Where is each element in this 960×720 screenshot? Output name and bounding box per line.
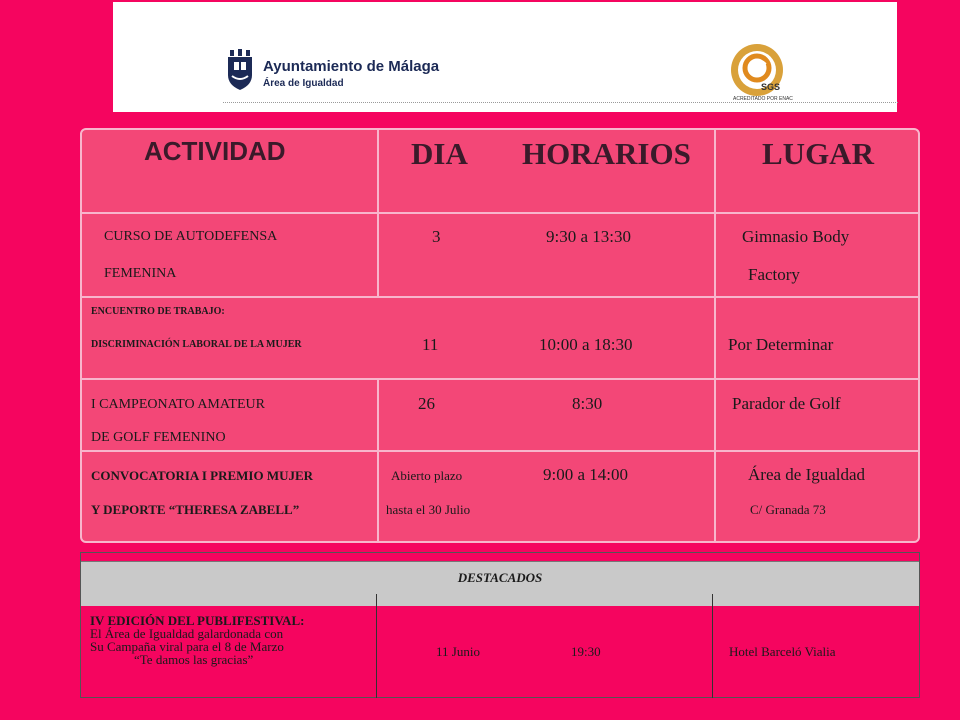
- header-divider: [223, 102, 898, 103]
- destacado-date: 11 Junio: [436, 644, 480, 659]
- row-divider: [82, 450, 918, 452]
- row4-day-line2: hasta el 30 Julio: [386, 502, 471, 517]
- destacado-line: El Área de Igualdad galardonada con: [90, 626, 284, 641]
- destacados-subheader: [81, 594, 919, 606]
- col-header-lugar: LUGAR: [762, 136, 874, 171]
- column-divider: [377, 130, 379, 296]
- org-name: Ayuntamiento de Málaga: [263, 58, 440, 75]
- row1-time: 9:30 a 13:30: [546, 227, 631, 246]
- destacado-title-line: IV EDICIÓN DEL PUBLIFESTIVAL:: [90, 613, 305, 628]
- row3-day: 26: [418, 394, 435, 413]
- sgs-label: SGS: [761, 82, 781, 92]
- row4-activity-line2: Y DEPORTE “THERESA ZABELL”: [91, 502, 300, 517]
- row2-day: 11: [422, 335, 439, 354]
- row-divider: [82, 212, 918, 214]
- row3-place: Parador de Golf: [732, 394, 841, 413]
- column-divider: [714, 130, 716, 543]
- row-divider: [82, 378, 918, 380]
- row2-activity-line1: ENCUENTRO DE TRABAJO:: [91, 306, 225, 317]
- row3-activity-line2: DE GOLF FEMENINO: [91, 430, 226, 445]
- destacados-title: DESTACADOS: [457, 570, 543, 585]
- row4-activity-line1: CONVOCATORIA I PREMIO MUJER: [91, 468, 314, 483]
- row4-place-line2: C/ Granada 73: [750, 502, 826, 517]
- row1-place-line2: Factory: [748, 265, 800, 284]
- row-divider: [82, 296, 918, 298]
- destacado-place: Hotel Barceló Vialia: [729, 644, 836, 659]
- col-header-horarios: HORARIOS: [522, 136, 691, 171]
- destacado-line: Su Campaña viral para el 8 de Marzo: [90, 639, 284, 654]
- column-divider: [376, 594, 377, 698]
- malaga-shield-icon: [225, 49, 255, 91]
- column-divider: [712, 594, 713, 698]
- org-subtitle: Área de Igualdad: [263, 78, 344, 89]
- row4-day-line1: Abierto plazo: [391, 468, 463, 483]
- destacado-time: 19:30: [571, 644, 601, 659]
- destacados-header: [81, 561, 919, 595]
- row4-place-line1: Área de Igualdad: [748, 465, 866, 484]
- row1-activity-line2: FEMENINA: [104, 266, 177, 281]
- row3-activity-line1: I CAMPEONATO AMATEUR: [91, 397, 265, 412]
- row1-place-line1: Gimnasio Body: [742, 227, 850, 246]
- row2-place: Por Determinar: [728, 335, 834, 354]
- activities-table: [80, 128, 920, 543]
- col-header-dia: DIA: [411, 136, 468, 171]
- row2-activity-line2: DISCRIMINACIÓN LABORAL DE LA MUJER: [91, 339, 302, 350]
- row1-day: 3: [432, 227, 441, 246]
- row4-time: 9:00 a 14:00: [543, 465, 628, 484]
- destacados-table: [80, 552, 920, 698]
- row3-time: 8:30: [572, 394, 603, 413]
- column-divider: [377, 378, 379, 543]
- header-banner: [113, 2, 897, 112]
- enac-label: ACREDITADO POR ENAC: [733, 96, 793, 102]
- col-header-actividad: ACTIVIDAD: [144, 136, 286, 166]
- row2-time: 10:00 a 18:30: [539, 335, 633, 354]
- destacado-line: “Te damos las gracias”: [134, 652, 254, 667]
- row1-activity-line1: CURSO DE AUTODEFENSA: [104, 229, 278, 244]
